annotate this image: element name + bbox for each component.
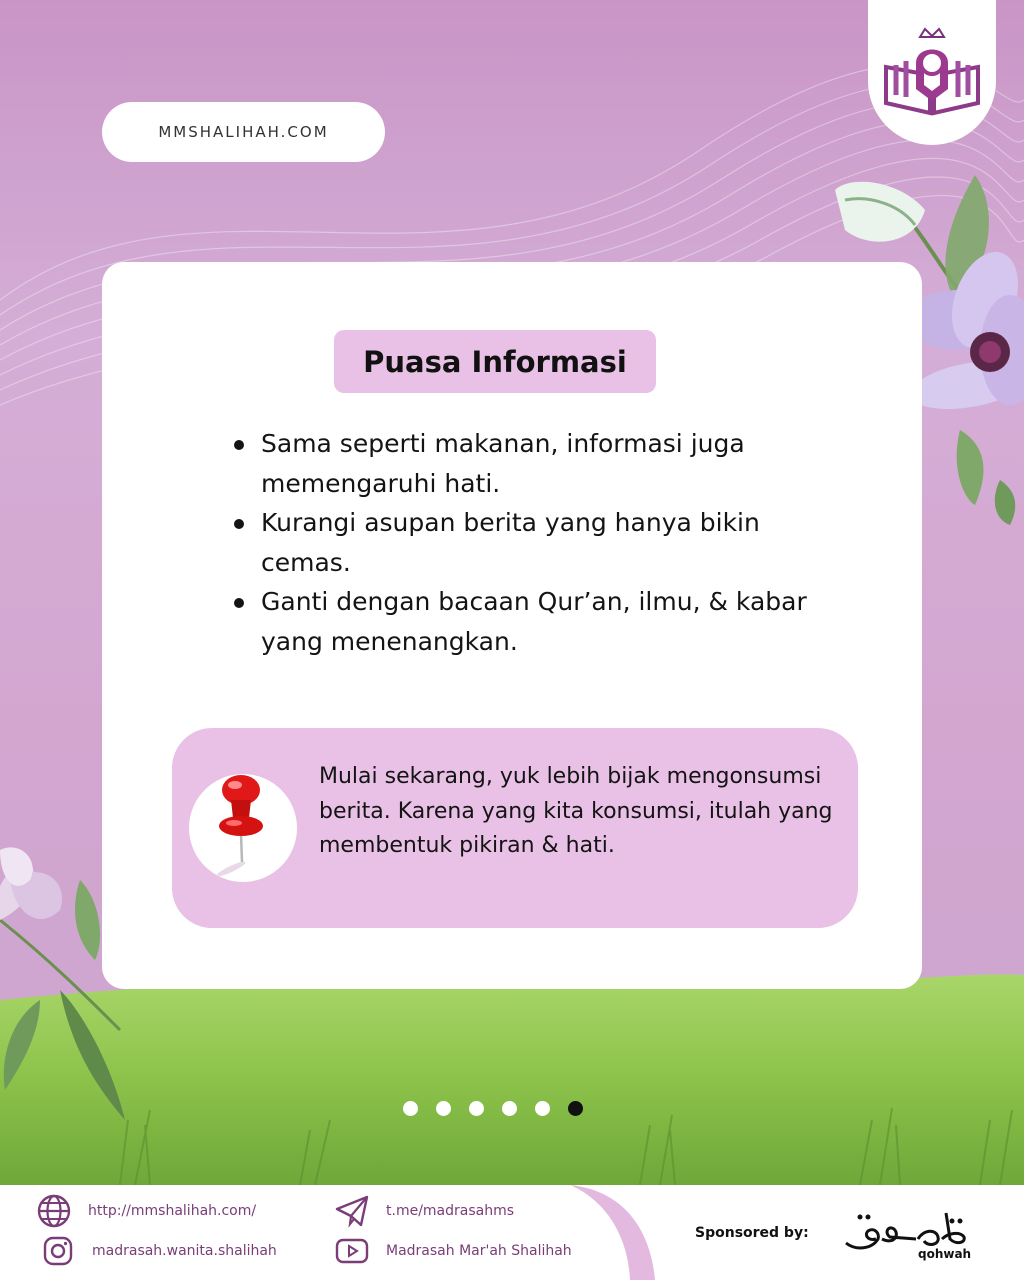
footer-swoosh <box>560 1185 680 1280</box>
pagination-dots <box>403 1101 583 1116</box>
footer-youtube[interactable] <box>334 1233 572 1269</box>
telegram-icon <box>334 1193 370 1229</box>
content-card <box>102 262 922 989</box>
site-url-pill[interactable] <box>102 102 385 162</box>
site-url-text: MMSHALIHAH.COM <box>158 123 329 141</box>
pagination-dot[interactable] <box>535 1101 550 1116</box>
footer-website[interactable] <box>36 1193 256 1229</box>
globe-icon <box>36 1193 72 1229</box>
instagram-icon <box>40 1233 76 1269</box>
note-box <box>172 728 858 928</box>
footer-telegram[interactable] <box>334 1193 514 1229</box>
pagination-dot[interactable] <box>502 1101 517 1116</box>
note-text: Mulai sekarang, yuk lebih bijak mengonsumsi berita. Karena yang kita konsumsi, itulah yang membentuk pikiran & hati. <box>319 764 833 858</box>
pagination-dot[interactable] <box>436 1101 451 1116</box>
footer-website-text: http://mmshalihah.com/ <box>88 1203 257 1219</box>
pushpin-icon <box>189 774 297 882</box>
bullet-item: Sama seperti makanan, informasi juga memengaruhi hati. <box>230 424 830 503</box>
pagination-dot-active[interactable] <box>568 1101 583 1116</box>
bullet-item: Kurangi asupan berita yang hanya bikin cemas. <box>230 503 830 582</box>
bullet-item: Ganti dengan bacaan Qur’an, ilmu, & kabar yang menenangkan. <box>230 582 830 661</box>
pagination-dot[interactable] <box>469 1101 484 1116</box>
logo-book-crown-icon <box>880 27 984 119</box>
footer-instagram-text: madrasah.wanita.shalihah <box>92 1243 277 1259</box>
card-title-text: Puasa Informasi <box>363 344 627 379</box>
pin-badge <box>189 774 297 882</box>
footer <box>0 1185 1024 1280</box>
sponsor-logo-text: qohwah <box>918 1247 972 1261</box>
card-title <box>334 330 656 393</box>
bullet-list <box>230 424 830 661</box>
footer-telegram-text: t.me/madrasahms <box>386 1203 515 1219</box>
footer-youtube-text: Madrasah Mar'ah Shalihah <box>386 1243 572 1259</box>
sponsored-label: Sponsored by: <box>695 1225 809 1241</box>
footer-instagram[interactable] <box>40 1233 277 1269</box>
brand-logo <box>868 0 996 145</box>
youtube-icon <box>334 1233 370 1269</box>
pagination-dot[interactable] <box>403 1101 418 1116</box>
